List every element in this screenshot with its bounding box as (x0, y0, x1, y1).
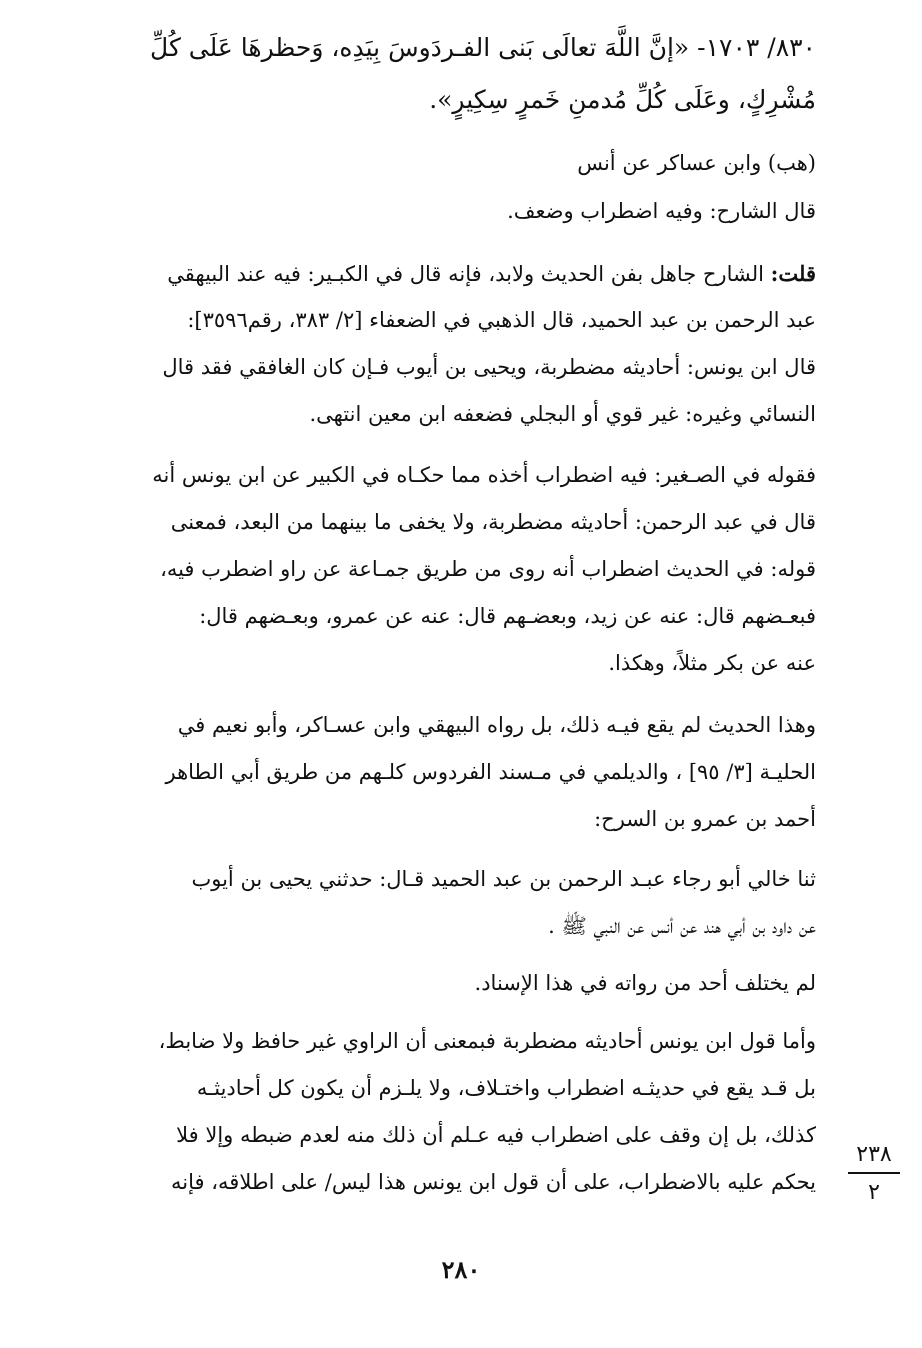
paragraph-line: أحمد بن عمرو بن السرح: (594, 807, 816, 831)
hadith-line: مُشْرِكٍ، وعَلَى كُلِّ مُدمنِ خَمرٍ سِكِيرٍ». (429, 85, 816, 114)
hadith-text (104, 22, 816, 126)
paragraph-line: قوله: في الحديث اضطراب أنه روى من طريق جمـاعة عن راو اضطرب فيه، (160, 557, 816, 581)
isnad-paragraph (104, 856, 816, 950)
paragraph-line: النسائي وغيره: غير قوي أو البجلي فضعفه ابن معين انتهى. (309, 402, 816, 426)
source-line: (هب) وابن عساكر عن أنس (577, 151, 816, 175)
paragraph-line: عنه عن بكر مثلاً، وهكذا. (608, 651, 816, 675)
page-number: ٢٨٠ (441, 1255, 481, 1284)
paragraph-line: وأما قول ابن يونس أحاديثه مضطربة فبمعنى أن الراوي غير حافظ ولا ضابط، (158, 1029, 816, 1053)
margin-reference-divider (848, 1172, 900, 1174)
narration-sources-paragraph (104, 702, 816, 843)
hadith-source (104, 140, 816, 187)
paragraph-line: الحليـة [٣/ ٩٥] ، والديلمي في مـسند الفردوس كلـهم من طريق أبي الطاهر (165, 760, 816, 784)
paragraph-line: قلت: الشارح جاهل بفن الحديث ولابد، فإنه قال في الكبـير: فيه عند البيهقي (167, 261, 816, 286)
paragraph-line: فقوله في الصـغير: فيه اضطراب أخذه مما حكـاه في الكبير عن ابن يونس أنه (152, 463, 816, 487)
paragraph-line: قال في عبد الرحمن: أحاديثه مضطربة، ولا يخفى ما بينهما من البعد، فمعنى (170, 510, 816, 534)
paragraph-line: قال ابن يونس: أحاديثه مضطربة، ويحيى بن أيوب فـإن كان الغافقي فقد قال (162, 355, 816, 379)
response-lead: قلت: (770, 261, 816, 286)
paragraph-line: وهذا الحديث لم يقع فيـه ذلك، بل رواه البيهقي وابن عسـاكر، وأبو نعيم في (177, 713, 816, 737)
author-response-paragraph (104, 250, 816, 438)
hadith-line: ٨٣٠/ ١٧٠٣- «إنَّ اللَّهَ تعالَى بَنى الفـردَوسَ بِيَدِه، وَحظرهَا عَلَى كُلِّ (150, 33, 816, 62)
paragraph-line: بل قـد يقع في حديثـه اضطراب واختـلاف، ولا يلـزم أن يكون كل أحاديثـه (196, 1076, 816, 1100)
no-disagreement-line (104, 960, 816, 1007)
margin-reference (848, 1140, 900, 1208)
margin-reference-top: ٢٣٨ (856, 1142, 892, 1167)
paragraph-line: كذلك، بل إن وقف على اضطراب فيه عـلم أن ذلك منه لعدم ضبطه وإلا فلا (176, 1123, 816, 1147)
paragraph-line: ثنا خالي أبو رجاء عبـد الرحمن بن عبد الحميد قـال: حدثني يحيى بن أيوب (191, 867, 816, 891)
paragraph-line: عن داود بن أبي هند عن أنس عن النبي ﷺ . (548, 914, 816, 938)
ibn-yunus-paragraph (104, 1018, 816, 1206)
paragraph-line: يحكم عليه بالاضطراب، على أن قول ابن يونس هذا ليس/ على اطلاقه، فإنه (171, 1170, 816, 1194)
paragraph-line: عبد الرحمن بن عبد الحميد، قال الذهبي في الضعفاء [٢/ ٣٨٣، رقم٣٥٩٦]: (187, 308, 816, 332)
idtirab-explanation-paragraph (104, 452, 816, 687)
paragraph-line: لم يختلف أحد من رواته في هذا الإسناد. (474, 971, 816, 995)
paragraph-line: فبعـضهم قال: عنه عن زيد، وبعضـهم قال: عنه عن عمرو، وبعـضهم قال: (199, 604, 816, 628)
margin-reference-bottom: ٢ (868, 1180, 880, 1205)
paragraph-line: قال الشارح: وفيه اضطراب وضعف. (507, 199, 816, 223)
commentator-remark (104, 188, 816, 235)
